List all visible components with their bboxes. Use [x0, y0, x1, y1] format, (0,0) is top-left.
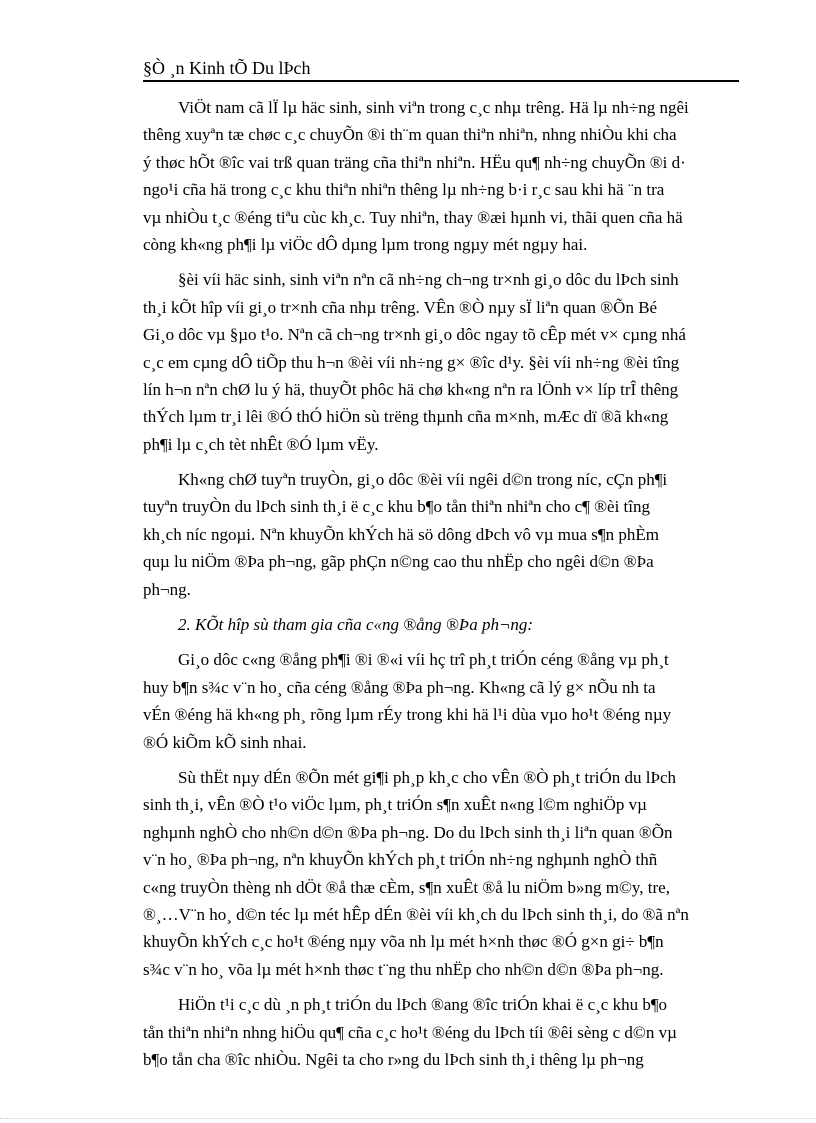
text-line: khuyÕn khÝch c¸c ho¹t ®éng nµy võa nh lµ mét h×nh thøc ®Ó g×n gi÷ b¶n — [143, 932, 664, 952]
text-line: 2. KÕt hîp sù tham gia cña c«ng ®ång ®Þa ph¬ng: — [178, 615, 534, 635]
text-line: HiÖn t¹i c¸c dù ¸n ph¸t triÓn du lÞch ®ang ®îc triÓn khai ë c¸c khu b¶o — [178, 995, 668, 1015]
text-line: quµ lu niÖm ®Þa ph¬ng, gãp phÇn n©ng cao thu nhËp cho ngêi d©n ®Þa — [143, 552, 654, 572]
paragraph — [143, 94, 741, 258]
text-line: b¶o tån cha ®îc nhiÒu. Ngêi ta cho r»ng du lÞch sinh th¸i thêng lµ ph¬ng — [143, 1049, 644, 1069]
text-line: th¸i kÕt hîp víi gi¸o tr×nh cña nhµ trêng. VÊn ®Ò nµy sÏ liªn quan ®Õn Bé — [143, 297, 658, 317]
paragraph — [143, 466, 741, 603]
text-line: tuyªn truyÒn du lÞch sinh th¸i ë c¸c khu b¶o tån thiªn nhiªn cho c¶ ®èi tîng — [143, 497, 650, 517]
text-line: thêng xuyªn tæ chøc c¸c chuyÕn ®i th¨m quan thiªn nhiªn, nhng nhiÒu khi cha — [143, 125, 677, 145]
text-line: nghµnh nghÒ cho nh©n d©n ®Þa ph¬ng. Do du lÞch sinh th¸i liªn quan ®Õn — [143, 822, 673, 842]
text-line: s¾c v¨n ho¸ võa lµ mét h×nh thøc t¨ng thu nhËp cho nh©n d©n ®Þa ph¬ng. — [143, 959, 664, 979]
text-line: ngo¹i cña hä trong c¸c khu thiªn nhiªn thêng lµ nh÷ng b·i r¸c sau khi hä ¨n tra — [143, 180, 665, 200]
text-line: kh¸ch níc ngoµi. Nªn khuyÕn khÝch hä sö dông dÞch vô vµ mua s¶n phÈm — [143, 524, 659, 544]
text-line: Sù thËt nµy dÉn ®Õn mét gi¶i ph¸p kh¸c cho vÊn ®Ò ph¸t triÓn du lÞch — [178, 767, 677, 787]
paragraph — [143, 646, 741, 756]
header-rule — [143, 80, 739, 82]
paragraph — [143, 764, 741, 983]
text-line: vÉn ®éng hä kh«ng ph¸ rõng lµm rÉy trong khi hä l¹i dùa vµo ho¹t ®éng nµy — [143, 705, 672, 725]
text-line: Gi¸o dôc c«ng ®ång ph¶i ®i ®«i víi hç trî ph¸t triÓn céng ®ång vµ ph¸t — [178, 650, 669, 670]
text-line: v¨n ho¸ ®Þa ph¬ng, nªn khuyÕn khÝch ph¸t triÓn nh÷ng nghµnh nghÒ thñ — [143, 850, 658, 870]
text-line: Gi¸o dôc vµ §µo t¹o. Nªn cã ch¬ng tr×nh gi¸o dôc ngay tõ cÊp mét v× cµng nhá — [143, 325, 686, 345]
paragraph — [143, 991, 741, 1073]
text-line: §èi víi häc sinh, sinh viªn nªn cã nh÷ng ch¬ng tr×nh gi¸o dôc du lÞch sinh — [178, 270, 679, 290]
text-line: huy b¶n s¾c v¨n ho¸ cña céng ®ång ®Þa ph¬ng. Kh«ng cã lý g× nÕu nh ta — [143, 677, 656, 697]
page-header: §Ò ¸n Kinh tÕ Du lÞch — [143, 58, 311, 78]
text-line: ý thøc hÕt ®îc vai trß quan träng cña thiªn nhiªn. HËu qu¶ nh÷ng chuyÕn ®i d· — [143, 152, 686, 172]
text-line: Kh«ng chØ tuyªn truyÒn, gi¸o dôc ®èi víi ngêi d©n trong níc, cÇn ph¶i — [178, 470, 668, 490]
text-line: c¸c em cµng dÔ tiÕp thu h¬n ®èi víi nh÷ng g× ®îc d¹y. §èi víi nh÷ng ®èi tîng — [143, 352, 680, 372]
text-line: ph¶i lµ c¸ch tèt nhÊt ®Ó lµm vËy. — [143, 434, 379, 454]
paragraph — [143, 266, 741, 458]
text-line: vµ nhiÒu t¸c ®éng tiªu cùc kh¸c. Tuy nhiªn, thay ®æi hµnh vi, thãi quen cña hä — [143, 207, 683, 227]
text-line: ®Ó kiÕm kÕ sinh nhai. — [143, 732, 307, 752]
page-bottom-border — [0, 1118, 816, 1119]
text-line: lín h¬n nªn chØ lu ý hä, thuyÕt phôc hä chø kh«ng nªn ra lÖnh v× líp trÎ thêng — [143, 379, 679, 399]
text-line: sinh th¸i, vÊn ®Ò t¹o viÖc lµm, ph¸t triÓn s¶n xuÊt n«ng l©m nghiÖp vµ — [143, 795, 647, 815]
text-line: thÝch lµm tr¸i lêi ®Ó thÓ hiÖn sù trëng thµnh cña m×nh, mÆc dï ®ã kh«ng — [143, 407, 669, 427]
section-heading — [143, 611, 741, 638]
text-line: ®¸…V¨n ho¸ d©n téc lµ mét hÊp dÉn ®èi víi kh¸ch du lÞch sinh th¸i, do ®ã nªn — [143, 904, 689, 924]
text-line: ViÖt nam cã lÏ lµ häc sinh, sinh viªn trong c¸c nhµ trêng. Hä lµ nh÷ng ngêi — [178, 98, 689, 117]
text-line: ph¬ng. — [143, 579, 191, 599]
text-line: c«ng truyÒn thèng nh dÖt ®å thæ cÈm, s¶n xuÊt ®å lu niÖm b»ng m©y, tre, — [143, 877, 670, 897]
document-body — [143, 94, 741, 1081]
text-line: còng kh«ng ph¶i lµ viÖc dÔ dµng lµm trong ngµy mét ngµy hai. — [143, 234, 588, 254]
text-line: tån thiªn nhiªn nhng hiÖu qu¶ cña c¸c ho¹t ®éng du lÞch tíi ®êi sèng c d©n vµ — [143, 1022, 677, 1042]
